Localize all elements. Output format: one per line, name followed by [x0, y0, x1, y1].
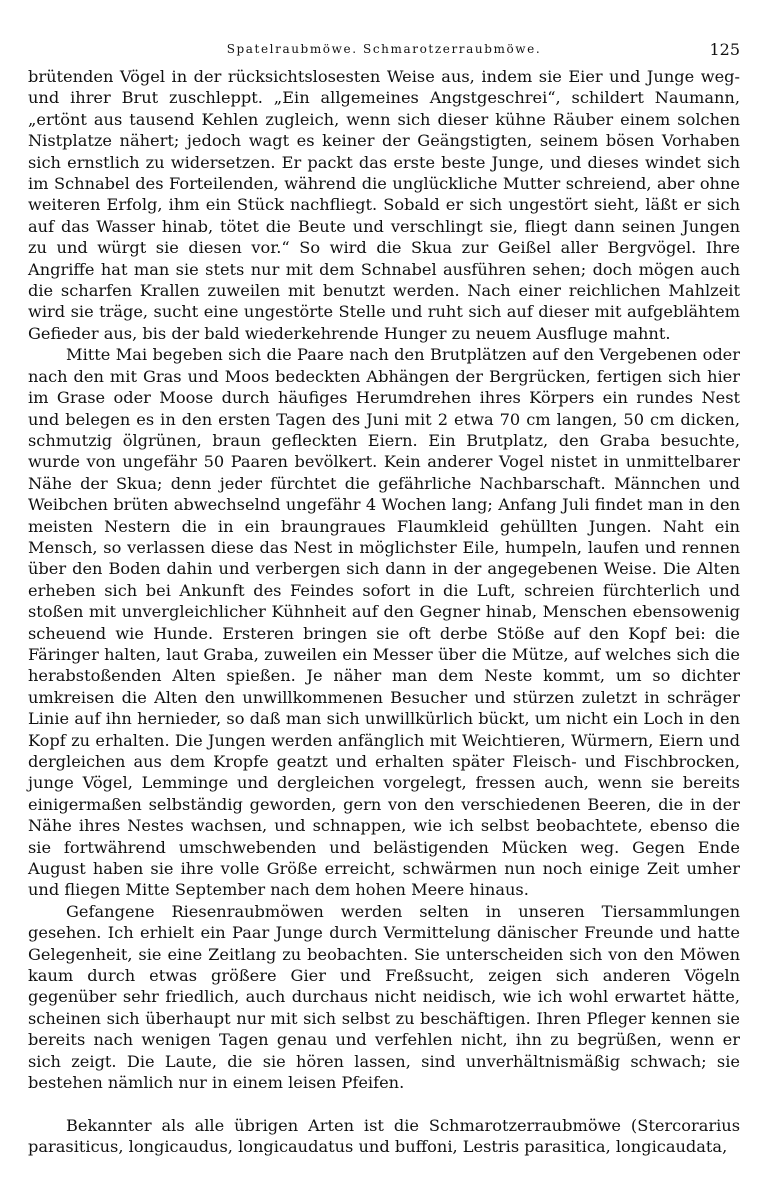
paragraph-continuation: brütenden Vögel in der rücksichtslosesten Weise aus, indem sie Eier und Junge weg- und ihrer Brut zuschleppt. „Ein allgemeines Angstgeschrei“, schildert Naumann, „ertönt aus tausend Kehlen zugleich, wenn sich dieser kühne Räuber einem solchen Nistplatze nähert; jedoch wagt es keiner der Geängstigten, seinem bösen Vorhaben sich ernstlich zu widersetzen. Er packt das erste beste Junge, und dieses windet sich im Schnabel des Forteilenden, während die unglückliche Mutter schreiend, aber ohne weiteren Erfolg, ihm ein Stück nachfliegt. Sobald er sich ungestört sieht, läßt er sich auf das Wasser hinab, tötet die Beute und verschlingt sie, fliegt dann seinen Jungen zu und würgt sie diesen vor.“ So wird die Skua zur Geißel aller Bergvögel. Ihre Angriffe hat man sie stets nur mit dem Schnabel ausführen sehen; doch mögen auch die scharfen Krallen zuweilen mit benutzt werden. Nach einer reichlichen Mahlzeit wird sie träge, sucht eine ungestörte Stelle und ruht sich auf dieser mit aufgeblähtem Gefieder aus, bis der bald wiederkehrende Hunger zu neuem Ausfluge mahnt. — [28, 67, 740, 343]
running-head — [28, 36, 740, 66]
paragraph-parasitic-jaeger: Bekannter als alle übrigen Arten ist die Schmarotzerraubmöwe (Stercorarius parasiticus, longicaudus, longicaudatus und buffoni, Lestris parasitica, longicaudata, — [28, 1115, 740, 1156]
paragraph-breeding: Mitte Mai begeben sich die Paare nach den Brutplätzen auf den Vergebenen oder nach den mit Gras und Moos bedeckten Abhängen der Bergrücken, fertigen sich hier im Grase oder Moose durch häufiges Herumdrehen ihres Körpers ein rundes Nest und belegen es in den ersten Tagen des Juni mit 2 etwa 70 cm langen, 50 cm dicken, schmutzig ölgrünen, braun gefleckten Eiern. Ein Brutplatz, den Graba besuchte, wurde von ungefähr 50 Paaren bevölkert. Kein anderer Vogel nistet in unmittelbarer Nähe der Skua; denn jeder fürchtet die gefährliche Nachbarschaft. Männchen und Weibchen brüten abwechselnd ungefähr 4 Wochen lang; Anfang Juli findet man in den meisten Nestern die in ein braungraues Flaumkleid gehüllten Jungen. Naht ein Mensch, so verlassen diese das Nest in möglichster Eile, humpeln, laufen und rennen über den Boden dahin und verbergen sich dann in der angegebenen Weise. Die Alten erheben sich bei Ankunft des Feindes sofort in die Luft, schreien fürchterlich und stoßen mit unvergleichlicher Kühnheit auf den Gegner hinab, Menschen ebensowenig scheuend wie Hunde. Ersteren bringen sie oft derbe Stöße auf den Kopf bei: die Färinger halten, laut Graba, zuweilen ein Messer über die Mütze, auf welches sich die herabstoßenden Alten spießen. Je näher man dem Neste kommt, um so dichter umkreisen die Alten den unwillkommenen Besucher und stürzen zuletzt in schräger Linie auf ihn hernieder, so daß man sich unwillkürlich bückt, um nicht ein Loch in den Kopf zu erhalten. Die Jungen werden anfänglich mit Weichtieren, Würmern, Eiern und dergleichen aus dem Kropfe geatzt und erhalten später Fleisch- und Fischbrocken, junge Vögel, Lemminge und dergleichen vorgelegt, fressen auch, wenn sie bereits einigermaßen selbständig geworden, gern von den verschiedenen Beeren, die in der Nähe ihres Nestes wachsen, und schnappen, wie ich selbst beobachtete, ebenso die sie fortwährend umschwebenden und belästigenden Mücken weg. Gegen Ende August haben sie ihre volle Größe erreicht, schwärmen nun noch einige Zeit umher und fliegen Mitte September nach dem hohen Meere hinaus. — [28, 345, 740, 900]
body-text — [28, 66, 740, 1157]
page-number: 125 — [709, 40, 740, 59]
running-title: Spatelraubmöwe. Schmarotzerraubmöwe. — [226, 42, 542, 56]
book-page — [28, 36, 740, 1157]
paragraph-captivity: Gefangene Riesenraubmöwen werden selten in unseren Tiersammlungen gesehen. Ich erhielt ein Paar Junge durch Vermittelung dänischer Freunde und hatte Gelegenheit, sie eine Zeitlang zu beobachten. Sie unterscheiden sich von den Möwen kaum durch etwas größere Gier und Freßsucht, zeigen sich anderen Vögeln gegenüber sehr friedlich, auch durchaus nicht neidisch, wie ich wohl erwartet hätte, scheinen sich überhaupt nur mit sich selbst zu beschäftigen. Ihren Pfleger kennen sie bereits nach wenigen Tagen genau und verfehlen nicht, ihn zu begrüßen, wenn er sich zeigt. Die Laute, die sie hören lassen, sind unverhältnismäßig schwach; sie bestehen nämlich nur in einem leisen Pfeifen. — [28, 901, 740, 1093]
